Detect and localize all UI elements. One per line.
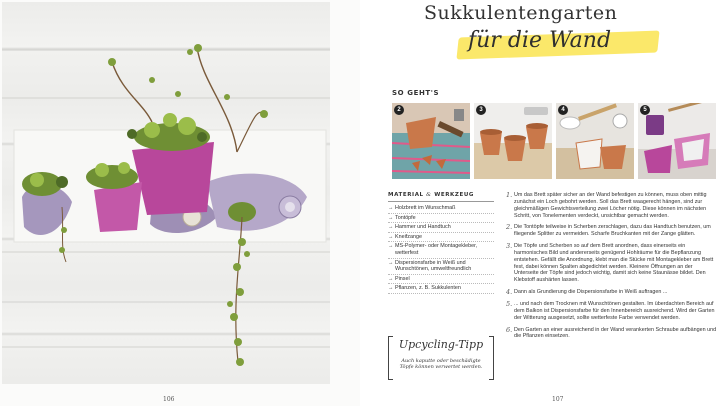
page-subtitle-text: für die Wand xyxy=(468,28,612,53)
arrow-icon: → xyxy=(388,275,394,282)
instruction-text: Um das Brett später sicher an der Wand befestigen zu können, muss oben mittig zunächst ein Loch gebohrt werden. Soll das Brett waagerecht hängen, sind zur gleichmäßigen Gewichtsverteilung zwei Löcher nötig. Diese können im nächsten Schritt, von Tonelementen verdeckt, unsichtbar gemacht werden. xyxy=(514,192,707,219)
list-item-text: Hammer und Handtuch xyxy=(395,224,451,231)
painting-white-image xyxy=(556,103,634,179)
pots-on-board-image xyxy=(474,103,552,179)
instruction-number: 2. xyxy=(506,223,513,232)
list-item xyxy=(388,242,494,258)
list-item-text: Dispersionsfarbe in Weiß und Wunschtönen, umweltfreundlich xyxy=(395,259,472,273)
step-photo-5 xyxy=(638,103,716,179)
instruction-step xyxy=(506,224,718,238)
page-subtitle xyxy=(446,28,666,62)
arrow-icon: → xyxy=(388,224,394,231)
right-page xyxy=(360,0,720,406)
page-number-right: 107 xyxy=(552,396,564,403)
materials-heading-amp: & xyxy=(426,192,432,198)
instruction-step xyxy=(506,289,718,296)
instruction-step xyxy=(506,243,718,284)
list-item-text: Pinsel xyxy=(395,275,410,282)
step-photo-3 xyxy=(474,103,552,179)
arrow-icon: → xyxy=(388,214,394,221)
list-item-text: Holzbrett im Wunschmaß xyxy=(395,205,456,211)
terracotta-shards-image xyxy=(392,103,470,179)
instruction-step xyxy=(506,192,718,219)
upcycling-tip xyxy=(388,336,494,380)
instructions xyxy=(506,192,718,345)
arrow-icon: → xyxy=(388,233,394,240)
list-item xyxy=(388,259,494,275)
step-number: 3 xyxy=(476,105,486,115)
list-item-text: Pflanzen, z. B. Sukkulenten xyxy=(395,285,461,292)
instruction-text: Dann als Grundierung die Dispersionsfarbe in Weiß auftragen ... xyxy=(514,289,668,296)
materials-list xyxy=(388,192,494,324)
how-to-heading: SO GEHT'S xyxy=(392,89,440,97)
list-item-text: Kneifzange xyxy=(395,233,422,240)
list-item xyxy=(388,284,494,294)
arrow-icon: → xyxy=(388,243,394,250)
list-item-text: MS-Polymer- oder Montagekleber, wetterfest xyxy=(395,243,478,256)
step-number: 5 xyxy=(640,105,650,115)
materials-heading-word: WERKZEUG xyxy=(434,192,475,198)
instruction-text: Die Töpfe und Scherben so auf dem Brett anordnen, dass einerseits ein harmonisches Bild und andererseits genügend Hohlräume für die Bepflanzung entstehen. Gefällt die Anordnung, klebt man die Stücke mit Montagekleber am Brett fest, dabei können Spalten abgedichtet werden. Kleinere Öffnungen an der Unterseite der Töpfe sind jedoch wichtig, damit sich keine Staunässe bildet. Den Klebstoff aushärten lassen. xyxy=(514,243,714,284)
instruction-number: 3. xyxy=(506,242,513,251)
step-photo-2 xyxy=(392,103,470,179)
arrow-icon: → xyxy=(388,285,394,292)
instruction-number: 6. xyxy=(506,325,513,334)
instruction-text: Den Garten an einer ausreichend in der Wand verankerten Schraube aufbängen und die Pflanzen einsetzen. xyxy=(514,326,717,340)
list-item xyxy=(388,233,494,243)
instruction-number: 1. xyxy=(506,191,513,199)
instruction-number: 4. xyxy=(506,288,513,297)
photo-illustration xyxy=(2,2,330,384)
list-item xyxy=(388,204,494,214)
instruction-text: Die Tontöpfe teilweise in Scherben zerschlagen, dazu das Handtuch benutzen, um fliegende Splitter zu vermeiden. Scharfe Bruchkanten mit der Zange glätten. xyxy=(514,224,711,238)
arrow-icon: → xyxy=(388,205,394,211)
step-photo-4 xyxy=(556,103,634,179)
bracket-right xyxy=(489,336,494,380)
arrow-icon: → xyxy=(388,259,394,266)
painting-pink-image xyxy=(638,103,716,179)
step-photos xyxy=(392,103,716,179)
list-item-text: Tontöpfe xyxy=(395,214,416,221)
step-number: 4 xyxy=(558,105,568,115)
list-item xyxy=(388,214,494,224)
instruction-step xyxy=(506,301,718,322)
instruction-text: ... und nach dem Trocknen mit Wunschtönen gestalten. Im überdachten Bereich auf dem Balkon ist Dispersionsfarbe für den Innenbereich ausreichend. Wird der Garten der Witterung ausgesetzt, sollte wetterfeste Farbe verwendet werden. xyxy=(514,300,715,321)
page-title: Sukkulentengarten xyxy=(424,2,618,24)
instruction-step xyxy=(506,327,718,341)
bracket-left xyxy=(388,336,393,380)
page-number-left: 106 xyxy=(163,396,175,403)
instruction-number: 5. xyxy=(506,299,513,308)
list-item xyxy=(388,223,494,233)
list-item xyxy=(388,275,494,285)
tip-title: Upcycling-Tipp xyxy=(398,338,484,351)
step-number: 2 xyxy=(394,105,404,115)
succulent-wall-garden-photo xyxy=(2,2,330,384)
materials-heading xyxy=(388,192,494,202)
tip-text: Auch kaputte oder beschädigte Töpfe können verwertet werden. xyxy=(399,358,483,371)
materials-heading-word: MATERIAL xyxy=(388,192,424,198)
